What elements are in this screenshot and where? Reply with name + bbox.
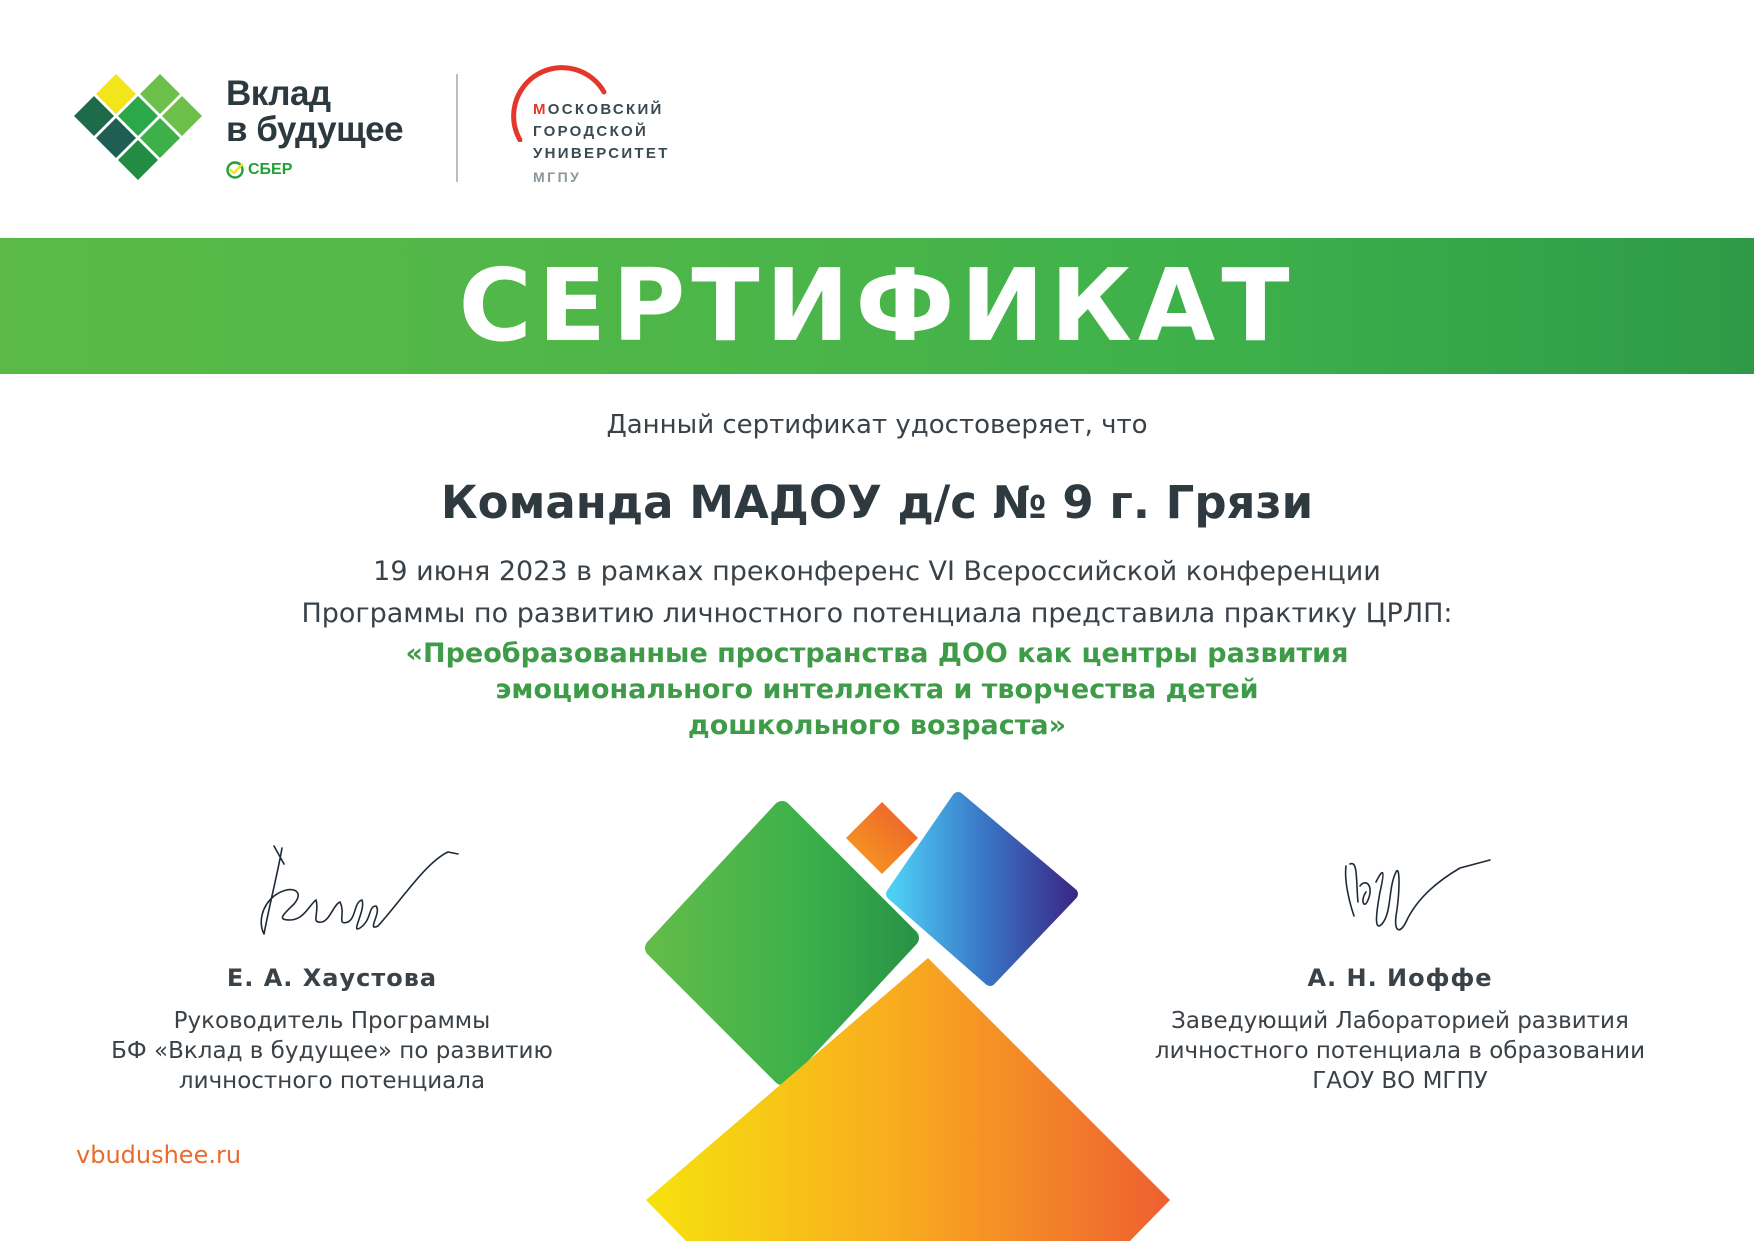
description-line-1: 19 июня 2023 в рамках преконференс VI Всероссийской конференции	[373, 556, 1381, 587]
mgpu-abbreviation: МГПУ	[533, 169, 582, 185]
certificate-title: СЕРТИФИКАТ	[458, 247, 1296, 364]
practice-title-line-2: эмоционального интеллекта и творчества детей	[495, 674, 1259, 705]
signer-right	[1128, 962, 1672, 1096]
signature-right	[1340, 852, 1500, 942]
sber-label: СБЕР	[248, 161, 293, 178]
signature-left	[250, 842, 460, 942]
decorative-diamonds	[640, 790, 1180, 1241]
signer-left	[82, 962, 582, 1096]
mgpu-logo	[508, 62, 748, 194]
vklad-brand-line-2: в будущее	[226, 110, 404, 149]
mgpu-name-line-3: УНИВЕРСИТЕТ	[533, 145, 670, 162]
title-banner	[0, 238, 1754, 374]
signer-left-role: Руководитель Программы БФ «Вклад в будущее» по развитию личностного потенциала	[111, 1008, 553, 1094]
recipient-name: Команда МАДОУ д/с № 9 г. Грязи	[440, 476, 1314, 529]
mgpu-name-line-2: ГОРОДСКОЙ	[533, 123, 649, 140]
logo-divider	[456, 74, 458, 182]
practice-title-line-3: дошкольного возраста»	[687, 710, 1067, 741]
mgpu-name-line-1: МОСКОВСКИЙ	[533, 101, 664, 118]
signer-left-name: Е. А. Хаустова	[226, 964, 438, 992]
signer-right-role: Заведующий Лабораторией развития личностного потенциала в образовании ГАОУ ВО МГПУ	[1154, 1008, 1646, 1094]
vklad-logo	[74, 72, 414, 188]
description-line-2: Программы по развитию личностного потенциала представила практику ЦРЛП:	[301, 598, 1453, 629]
vklad-diamond-mosaic-icon	[74, 72, 214, 188]
practice-title-line-1: «Преобразованные пространства ДОО как центры развития	[405, 638, 1349, 669]
signer-right-name: А. Н. Иоффе	[1307, 964, 1493, 992]
blue-diamond	[892, 798, 1072, 980]
intro-text: Данный сертификат удостоверяет, что	[606, 410, 1148, 440]
vklad-brand-line-1: Вклад	[226, 74, 331, 113]
website-link[interactable]: vbudushee.ru	[76, 1141, 242, 1169]
sber-check-icon	[226, 161, 244, 179]
